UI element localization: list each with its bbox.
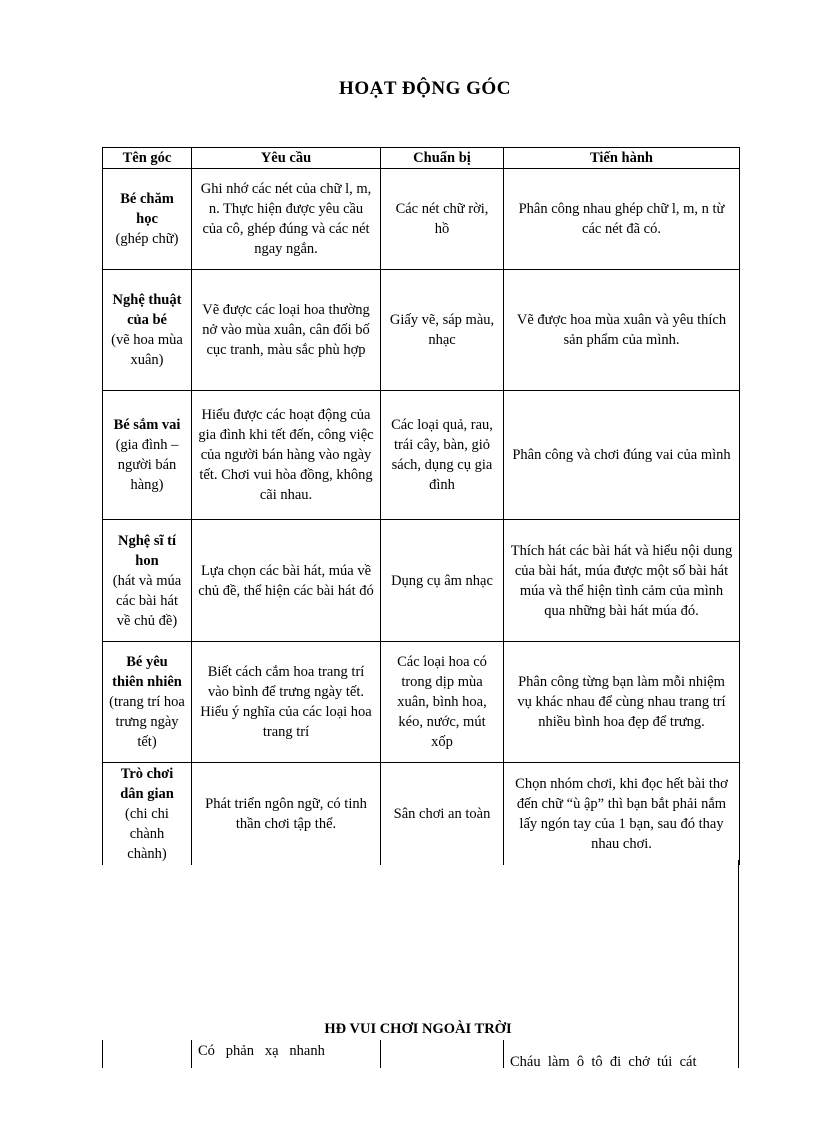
header-procedure: Tiến hành: [504, 148, 740, 169]
procedure-cell: Phân công nhau ghép chữ l, m, n từ các nét đã có.: [504, 169, 740, 270]
table-row: [103, 169, 740, 270]
requirement-cell: Ghi nhớ các nét của chữ l, m, n. Thực hiện được yêu cầu của cô, ghép đúng và các nét ngay ngắn.: [192, 169, 381, 270]
corner-name: Bé sắm vai: [113, 417, 181, 433]
preparation-cell: Sân chơi an toàn: [381, 763, 504, 866]
procedure-cell: Vẽ được hoa mùa xuân và yêu thích sản phẩm của mình.: [504, 270, 740, 391]
corner-name: Nghệ thuật của bé: [112, 292, 182, 328]
header-preparation: Chuẩn bị: [381, 148, 504, 169]
outdoor-section-title: HĐ VUI CHƠI NGOÀI TRỜI: [324, 1021, 512, 1037]
corner-name-cell: [103, 169, 192, 270]
table2-border-col2: [380, 1040, 381, 1068]
corner-subtitle: (hát và múa các bài hát về chủ đề): [112, 572, 182, 629]
procedure-cell: Thích hát các bài hát và hiểu nội dung của bài hát, múa được một số bài hát múa và thể hiện tình cảm của mình qua những bài hát múa đó.: [504, 520, 740, 642]
table-row: [103, 391, 740, 520]
corner-name: Nghệ sĩ tí hon: [118, 532, 176, 569]
corner-subtitle: (gia đình – người bán hàng): [115, 437, 179, 493]
corner-name-cell: [103, 520, 192, 642]
table2-border-col3: [503, 1040, 504, 1068]
table-header-row: [103, 148, 740, 169]
corner-name-cell: [103, 391, 192, 520]
requirement-cell: Biết cách cắm hoa trang trí vào bình để trưng ngày tết. Hiểu ý nghĩa của các loại hoa trang trí: [192, 642, 381, 763]
page-title: HOẠT ĐỘNG GÓC: [339, 78, 511, 99]
requirement-cell: Phát triển ngôn ngữ, có tinh thần chơi tập thể.: [192, 763, 381, 866]
table-row: [103, 763, 740, 866]
corner-subtitle: (vẽ hoa mùa xuân): [111, 332, 183, 368]
procedure-cell: Chọn nhóm chơi, khi đọc hết bài thơ đến chữ “ù ập” thì bạn bắt phải nắm lấy ngón tay của 1 bạn, sau đó thay nhau chơi.: [504, 763, 740, 866]
table2-border-left: [102, 1040, 103, 1068]
corner-activities-table: [102, 147, 740, 865]
preparation-cell: Các loại quả, rau, trái cây, bàn, giỏ sách, dụng cụ gia đình: [381, 391, 504, 520]
requirement-cell: Hiểu được các hoạt động của gia đình khi tết đến, công việc của người bán hàng vào ngày tết. Chơi vui hòa đồng, không cãi nhau.: [192, 391, 381, 520]
table-row: [103, 642, 740, 763]
corner-subtitle: (trang trí hoa trưng ngày tết): [109, 694, 185, 750]
corner-name-cell: [103, 270, 192, 391]
corner-name-cell: [103, 763, 192, 866]
outdoor-requirement-fragment: Có phản xạ nhanh: [198, 1043, 325, 1059]
procedure-cell: Phân công và chơi đúng vai của mình: [504, 391, 740, 520]
table2-border-col1: [191, 1040, 192, 1068]
corner-subtitle: (chi chi chành chành): [125, 806, 169, 862]
corner-name: Bé yêu thiên nhiên: [112, 654, 182, 690]
preparation-cell: Các loại hoa có trong dịp mùa xuân, bình hoa, kéo, nước, mút xốp: [381, 642, 504, 763]
header-corner-name: Tên góc: [103, 148, 192, 169]
table-row: [103, 520, 740, 642]
corner-subtitle: (ghép chữ): [115, 231, 179, 247]
table-row: [103, 270, 740, 391]
corner-name: Bé chăm học: [120, 191, 174, 227]
preparation-cell: Dụng cụ âm nhạc: [381, 520, 504, 642]
requirement-cell: Lựa chọn các bài hát, múa về chủ đề, thể hiện các bài hát đó: [192, 520, 381, 642]
requirement-cell: Vẽ được các loại hoa thường nở vào mùa xuân, cân đối bố cục tranh, màu sắc phù hợp: [192, 270, 381, 391]
preparation-cell: Giấy vẽ, sáp màu, nhạc: [381, 270, 504, 391]
procedure-cell: Phân công từng bạn làm mỗi nhiệm vụ khác nhau để cùng nhau trang trí nhiều bình hoa đẹp để trưng.: [504, 642, 740, 763]
corner-name: Trò chơi dân gian: [120, 766, 174, 802]
header-requirement: Yêu cầu: [192, 148, 381, 169]
corner-name-cell: [103, 642, 192, 763]
preparation-cell: Các nét chữ rời, hồ: [381, 169, 504, 270]
outdoor-procedure-fragment: Cháu làm ô tô đi chở túi cát: [510, 1054, 697, 1070]
